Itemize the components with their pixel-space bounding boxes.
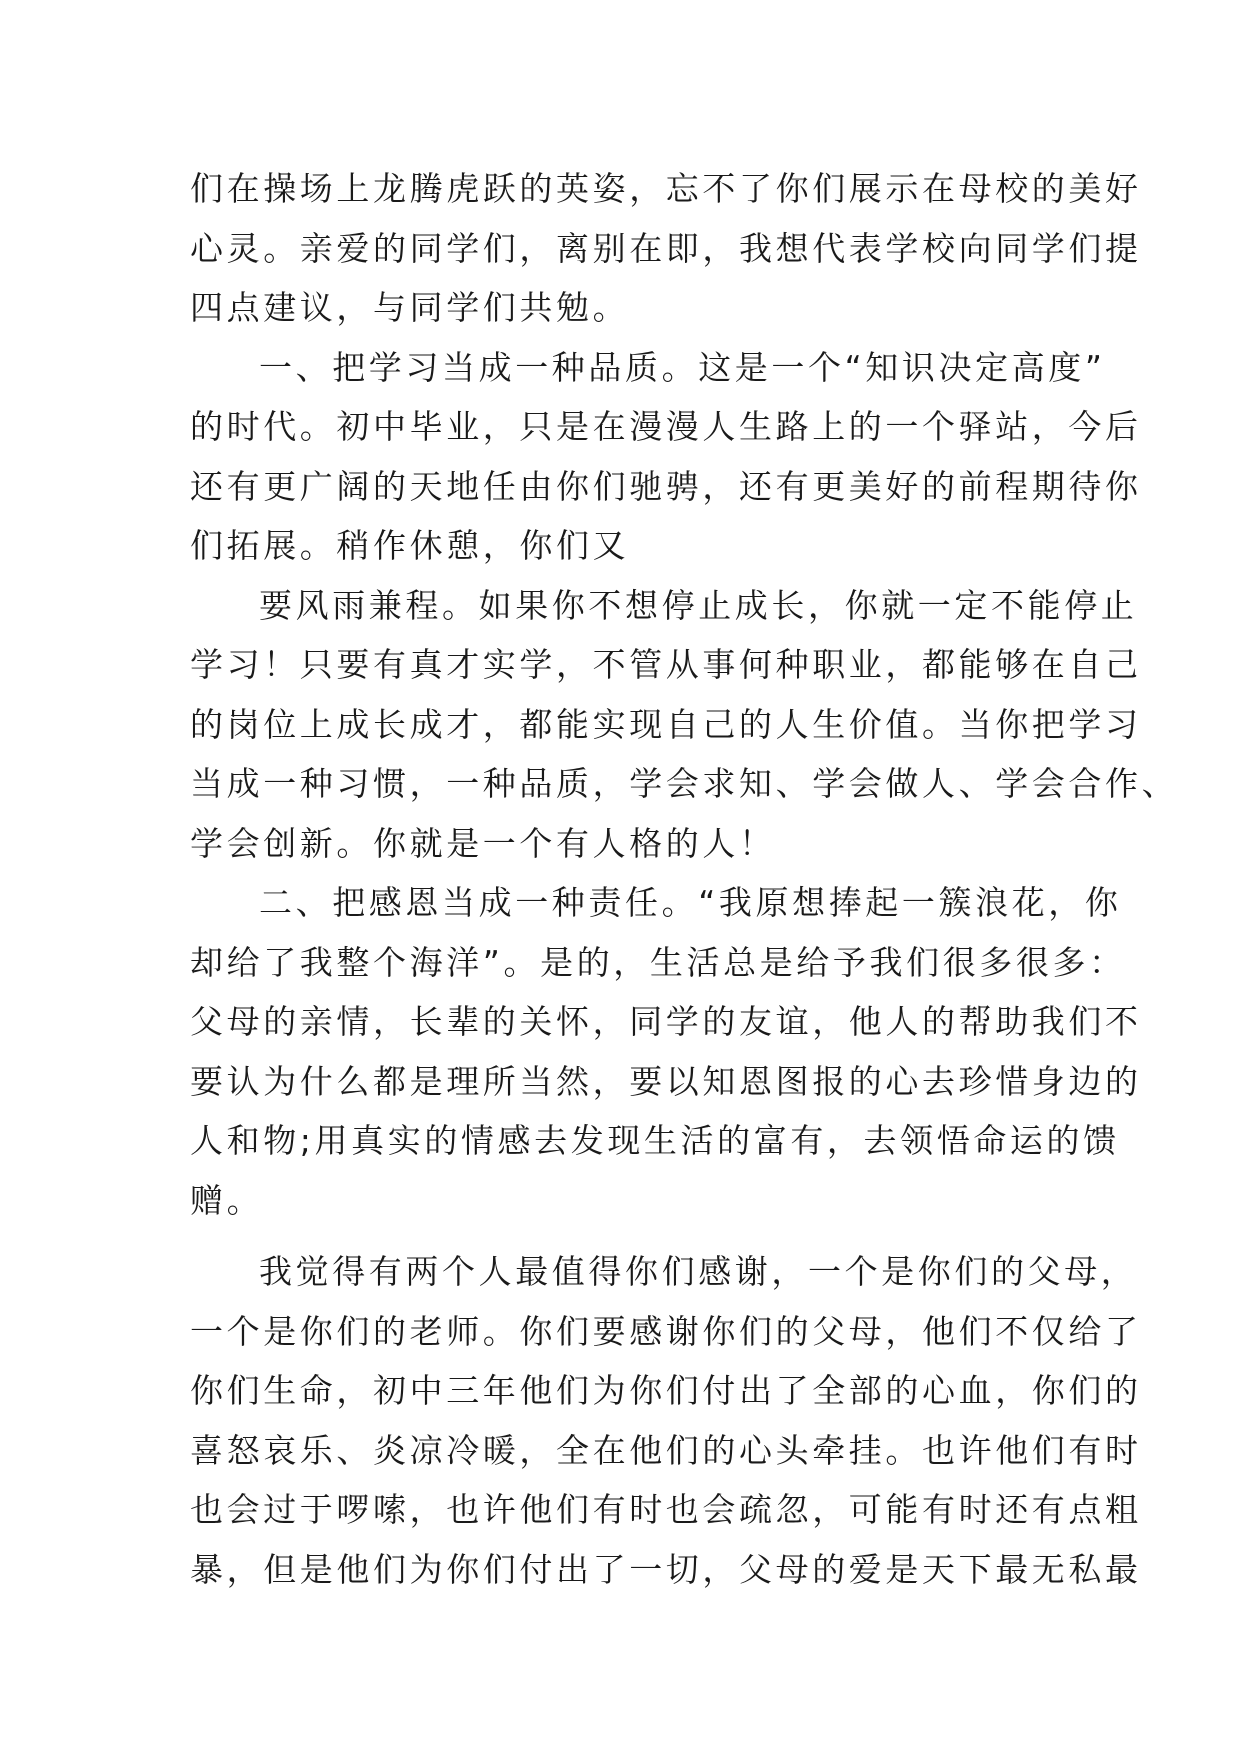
text-line-3: 四点建议，与同学们共勉。 (190, 288, 630, 327)
text-line-17: 人和物;用真实的情感去发现生活的富有，去领悟命运的馈 (190, 1121, 1120, 1160)
text-line-2: 心灵。亲爱的同学们，离别在即，我想代表学校向同学们提 (190, 228, 1142, 268)
text-line-20: 一个是你们的老师。你们要感谢你们的父母，他们不仅给了 (190, 1311, 1142, 1351)
text-line-7: 们拓展。稍作休憩，你们又 (190, 526, 630, 565)
text-line-5: 的时代。初中毕业，只是在漫漫人生路上的一个驿站，今后 (190, 407, 1142, 446)
text-line-10: 的岗位上成长成才，都能实现自己的人生价值。当你把学习 (190, 704, 1142, 744)
text-line-6: 还有更广阔的天地任由你们驰骋，还有更美好的前程期待你 (190, 466, 1142, 506)
text-line-11: 当成一种习惯，一种品质，学会求知、学会做人、学会合作、 (190, 764, 1179, 803)
text-line-21: 你们生命，初中三年他们为你们付出了全部的心血，你们的 (190, 1371, 1142, 1410)
section-1-heading-line: 一、把学习当成一种品质。这是一个“知识决定高度” (259, 347, 1106, 387)
text-line-15: 父母的亲情，长辈的关怀，同学的友谊，他人的帮助我们不 (190, 1002, 1142, 1041)
text-line-22: 喜怒哀乐、炎凉冷暖，全在他们的心头牵挂。也许他们有时 (190, 1430, 1142, 1470)
text-line-24: 暴，但是他们为你们付出了一切，父母的爱是天下最无私最 (190, 1549, 1142, 1589)
text-line-16: 要认为什么都是理所当然，要以知恩图报的心去珍惜身边的 (190, 1061, 1142, 1101)
section-2-heading-line: 二、把感恩当成一种责任。“我原想捧起一簇浪花，你 (259, 883, 1122, 922)
text-line-9: 学习！只要有真才实学，不管从事何种职业，都能够在自己 (190, 645, 1142, 684)
text-line-14: 却给了我整个海洋”。是的，生活总是给予我们很多很多： (190, 942, 1126, 982)
text-line-19: 我觉得有两个人最值得你们感谢，一个是你们的父母， (259, 1252, 1138, 1291)
text-line-23: 也会过于啰嗦，也许他们有时也会疏忽，可能有时还有点粗 (190, 1490, 1142, 1529)
text-line-1: 们在操场上龙腾虎跃的英姿，忘不了你们展示在母校的美好 (190, 169, 1142, 208)
text-line-8: 要风雨兼程。如果你不想停止成长，你就一定不能停止 (259, 585, 1138, 625)
text-line-18: 赠。 (190, 1180, 264, 1220)
document-body (190, 159, 1179, 1599)
text-line-12: 学会创新。你就是一个有人格的人！ (190, 823, 776, 863)
